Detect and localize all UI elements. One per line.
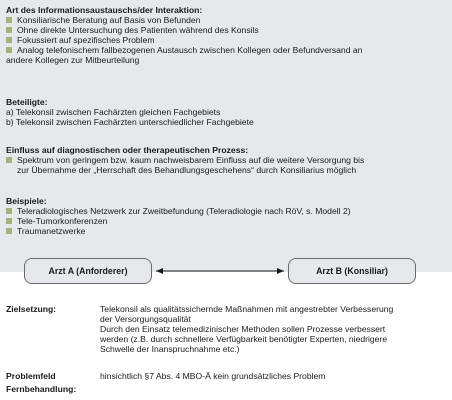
- list-item: a) Telekonsil zwischen Fachärzten gleichen Fachgebiets: [6, 107, 221, 117]
- interaction-heading: Art des Informationsaustauschs/der Interaktion:: [6, 5, 203, 15]
- list-item: b) Telekonsil zwischen Fachärzten unterschiedlicher Fachgebiete: [6, 117, 254, 127]
- doctor-a-box: Arzt A (Anforderer): [24, 258, 152, 284]
- goal-text: [100, 304, 450, 354]
- list-item: Ohne direkte Untersuchung des Patienten während des Konsils: [6, 25, 446, 35]
- list-item: Konsiliarische Beratung auf Basis von Befunden: [6, 15, 446, 25]
- list-item: Tele-Tumorkonferenzen: [6, 216, 446, 226]
- list-item: Traumanetzwerke: [6, 226, 446, 236]
- doctor-b-box: Arzt B (Konsiliar): [288, 258, 416, 284]
- goal-label: Zielsetzung:: [6, 304, 57, 314]
- list-item: Teleradiologisches Netzwerk zur Zweitbefundung (Teleradiologie nach RöV, s. Modell 2): [6, 206, 446, 216]
- problem-label: Problemfeld Fernbehandlung:: [6, 371, 77, 394]
- arrow-right-head-icon: [277, 268, 284, 274]
- list-item-continuation: andere Kollegen zur Mitbeurteilung: [6, 55, 140, 65]
- goal-line: werden (z.B. durch schnellere Verfügbarkeit benötigter Experten, niedrigere: [100, 334, 388, 344]
- arrow-left-head-icon: [156, 268, 163, 274]
- influence-heading: Einfluss auf diagnostischen oder therapeutischen Prozess:: [6, 145, 249, 155]
- goal-line: Schwelle der Inanspruchnahme etc.): [100, 344, 240, 354]
- list-item-continuation: zur Übernahme der „Herrschaft des Behandlungsgeschehens“ durch Konsiliarius möglich: [17, 165, 357, 175]
- goal-line: der Versorgungsqualität: [100, 314, 191, 324]
- list-item: Spektrum von geringem bzw. kaum nachweisbarem Einfluss auf die weitere Versorgung bis: [6, 155, 446, 165]
- participants-heading: Beteiligte:: [6, 97, 48, 107]
- goal-line: Durch den Einsatz telemedizinischer Methoden sollen Prozesse verbessert: [100, 324, 386, 334]
- list-item: Fokussiert auf spezifisches Problem: [6, 35, 446, 45]
- problem-text: hinsichtlich §7 Abs. 4 MBO-Ä kein grundsätzliches Problem: [100, 371, 326, 381]
- goal-line: Telekonsil als qualitätssichernde Maßnahmen mit angestrebter Verbesserung: [100, 304, 394, 314]
- list-item: Analog telefonischem fallbezogenen Austausch zwischen Kollegen oder Befundversand an: [6, 45, 446, 55]
- examples-heading: Beispiele:: [6, 196, 47, 206]
